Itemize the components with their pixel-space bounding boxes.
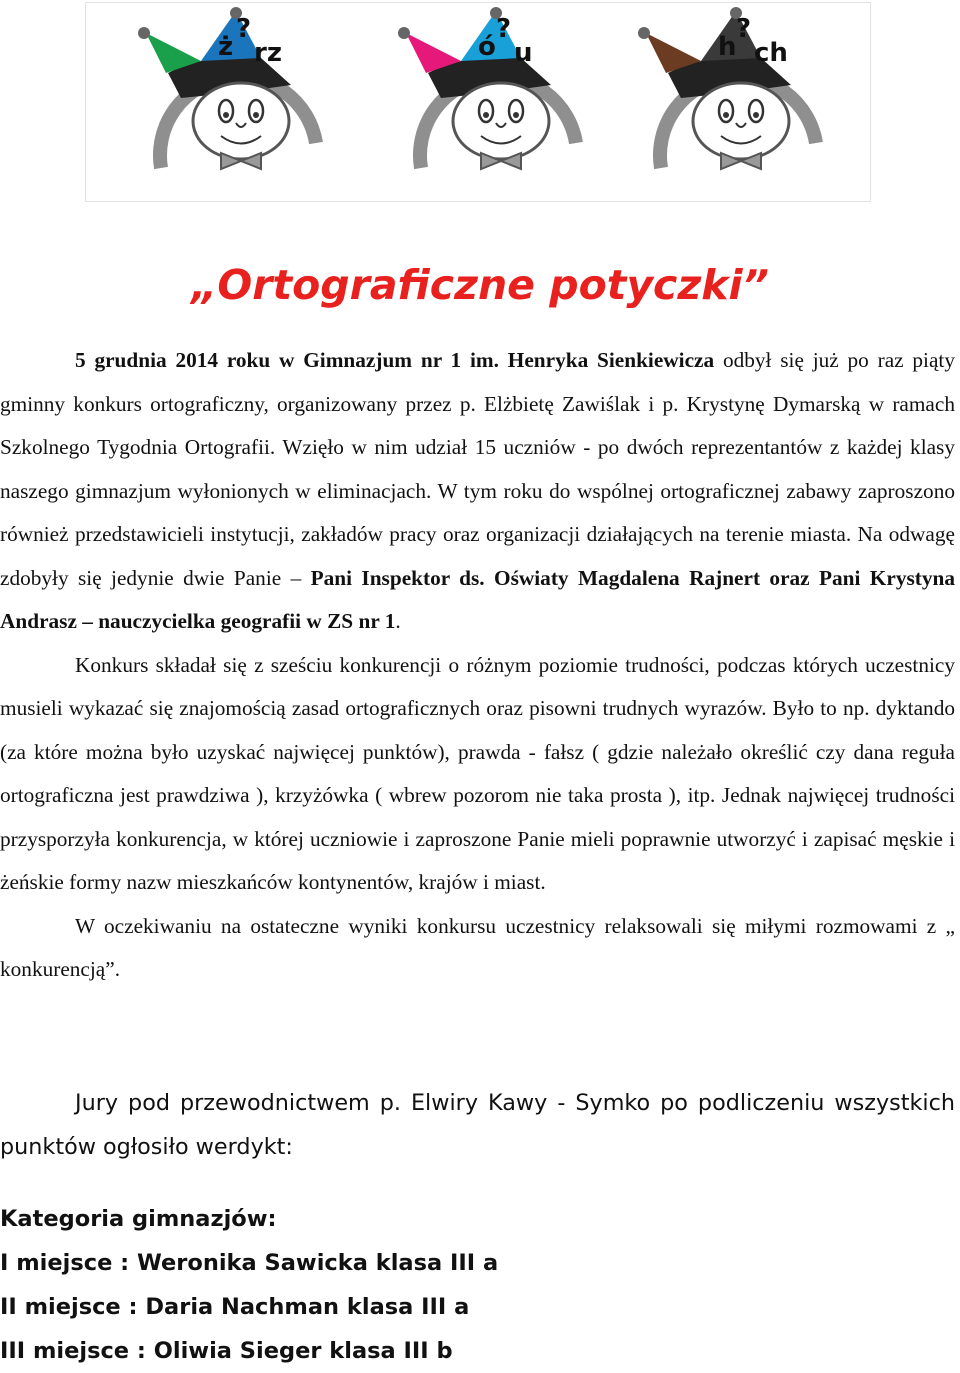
result-place-1: I miejsce : Weronika Sawicka klasa III a	[0, 1250, 499, 1276]
bold-intro: 5 grudnia 2014 roku w Gimnazjum nr 1 im. Henryka Sienkiewicza	[75, 348, 715, 372]
svg-text:?: ?	[496, 14, 512, 44]
logo-letter: h	[718, 32, 737, 62]
intro-end: .	[395, 609, 401, 633]
logo-letter: ż	[218, 32, 234, 62]
page-title: „Ortograficzne potyczki”	[191, 261, 769, 309]
bold-guests: Pani Inspektor ds. Oświaty Magdalena Rajnert oraz Pani Krystyna Andrasz – nauczycielka geografii w ZS nr 1	[0, 565, 955, 633]
svg-text:?: ?	[236, 14, 252, 44]
jury-section	[0, 1081, 955, 1169]
article-body	[0, 339, 955, 992]
jester-figure-1	[138, 7, 316, 169]
paragraph-waiting: W oczekiwaniu na ostateczne wyniki konkursu uczestnicy relaksowali się miłymi rozmowami z „ konkurencją”.	[0, 913, 955, 981]
result-place-3: III miejsce : Oliwia Sieger klasa III b	[0, 1338, 453, 1364]
logo-letter: rz	[254, 38, 282, 68]
paragraph-contest: Konkurs składał się z sześciu konkurencji o różnym poziomie trudności, podczas których uczestnicy musieli wykazać się znajomością zasad ortograficznych oraz pisowni trudnych wyrazów. Było to np. dyktando (za które można było uzyskać najwięcej punktów), prawda - fałsz ( gdzie należało określić czy dana reguła ortograficzna jest prawdziwa ), krzyżówka ( wbrew pozorom nie taka prosta ), itp. Jednak najwięcej trudności przysporzyła konkurencja, w której uczniowie i zaproszone Panie mieli poprawnie utworzyć i zapisać męskie i żeńskie formy nazw mieszkańców kontynentów, krajów i miast.	[0, 652, 955, 894]
svg-text:?: ?	[736, 14, 752, 44]
logo-letter: ch	[754, 38, 788, 68]
jester-figure-2	[398, 7, 576, 169]
result-place-2: II miejsce : Daria Nachman klasa III a	[0, 1294, 470, 1320]
intro-text: odbył się już po raz piąty gminny konkurs ortograficzny, organizowany przez p. Elżbietę Zawiślak i p. Krystynę Dymarską w ramach Szkolnego Tygodnia Ortografii. Wzięło w nim udział 15 uczniów - po dwóch reprezentantów z każdej klasy naszego gimnazjum wyłonionych w eliminacjach. W tym roku do wspólnej ortograficznej zabawy zaproszono również przedstawicieli instytucji, zakładów pracy oraz organizacji działających na terenie miasta. Na odwagę zdobyły się jedynie dwie Panie –	[0, 348, 955, 590]
logo-letter: ó	[478, 32, 496, 62]
logo-letter: u	[514, 38, 533, 68]
contest-logo	[85, 2, 871, 202]
results-category: Kategoria gimnazjów:	[0, 1206, 277, 1232]
results-list	[0, 1197, 955, 1373]
jester-figure-3	[638, 7, 816, 169]
jury-text: Jury pod przewodnictwem p. Elwiry Kawy - Symko po podliczeniu wszystkich punktów ogłosiło werdykt:	[0, 1090, 955, 1160]
paragraph-intro	[0, 339, 955, 644]
